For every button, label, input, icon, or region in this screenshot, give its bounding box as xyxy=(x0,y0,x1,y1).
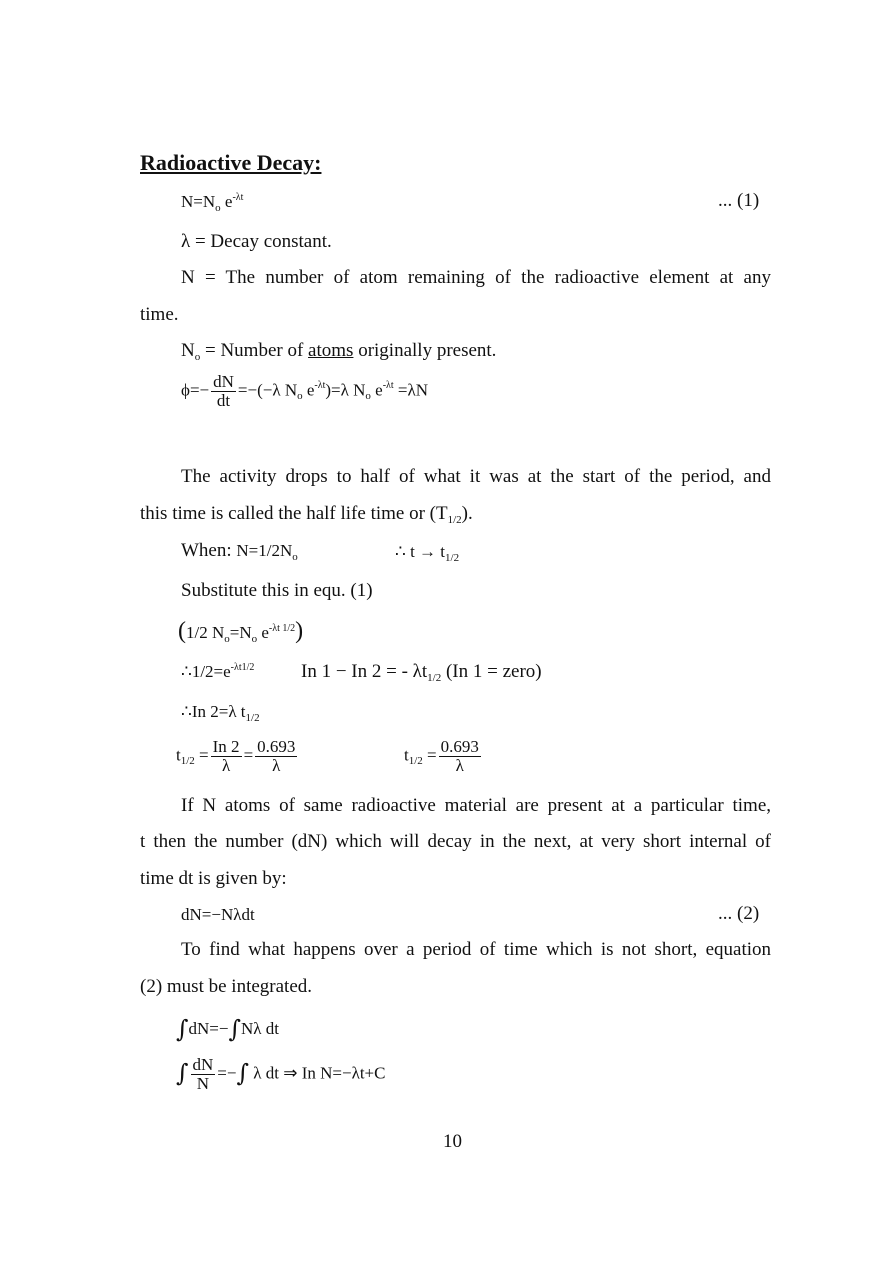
ln2-equation: ∴In 2=λ $t_{1/2}$ xyxy=(181,702,260,724)
ln-equation-right: In 1 − In 2 = - $\lambda t_{1/2}$ (In 1 = zero) xyxy=(301,661,542,684)
n-definition-line2: time. xyxy=(140,304,179,325)
integral-equation-1: ∫dN=−∫Nλ dt xyxy=(176,1015,279,1043)
if-n-paragraph-line2: t then the number (dN) which will decay in the next, at very short internal of xyxy=(140,831,771,852)
halflife-paragraph-line2: this time is called the half life time or $(T_{1/2})$. xyxy=(140,503,473,526)
therefore-t-half: ∴ $t \to t_{1/2}$ xyxy=(395,542,460,564)
page-number: 10 xyxy=(443,1131,462,1152)
to-find-paragraph-line1: To find what happens over a period of time which is not short, equation xyxy=(181,939,771,960)
to-find-paragraph-line2: (2) must be integrated. xyxy=(140,976,313,997)
n0-definition: $N_o$ = Number of atoms originally present. xyxy=(181,340,497,363)
substituted-equation: (1/2 $N_o=N_o$ $e^{-\lambda t 1/2}$) xyxy=(178,618,304,645)
substitute-text: Substitute this in equ. (1) xyxy=(181,580,373,601)
if-n-paragraph-line1: If N atoms of same radioactive material are present at a particular time, xyxy=(181,795,771,816)
half-life-formula-2: $t_{1/2}$ = $\frac{0.693}{\lambda}$ xyxy=(404,737,479,775)
activity-equation: ϕ=− $\frac{dN}{dt}$ =−(−λ $N_o$ $e^{-\lambda t})=\lambda$ $N_o$ $e^{-\lambda t} =\lambda N$ xyxy=(181,372,429,410)
ln-equation: $\therefore 1/2=e^{-\lambda t1/2}$ xyxy=(181,662,255,681)
when-condition: When: $N=1/2N_o$ xyxy=(181,540,298,563)
equation-1: $N=N_o$ $e^{-\lambda t}$ xyxy=(181,192,244,214)
section-heading: Radioactive Decay: xyxy=(140,150,322,175)
if-n-paragraph-line3: time dt is given by: xyxy=(140,868,287,889)
equation-2: dN=−Nλdt xyxy=(181,905,255,924)
equation-2-label: ... (2) xyxy=(718,903,760,924)
lambda-definition: λ = Decay constant. xyxy=(181,231,332,252)
integral-equation-2: ∫ $\frac{dN}{N}$ =−∫ λ dt ⇒ In N=−λt+C xyxy=(176,1055,386,1093)
halflife-paragraph-line1: The activity drops to half of what it was at the start of the period, and xyxy=(181,466,771,487)
equation-1-label: ... (1) xyxy=(718,190,760,211)
n-definition-line1: N = The number of atom remaining of the radioactive element at any xyxy=(181,267,771,288)
half-life-formula-1: $t_{1/2}$ = $\frac{In 2}{\lambda}$ = $\frac{0.693}{\lambda}$ xyxy=(176,737,296,775)
